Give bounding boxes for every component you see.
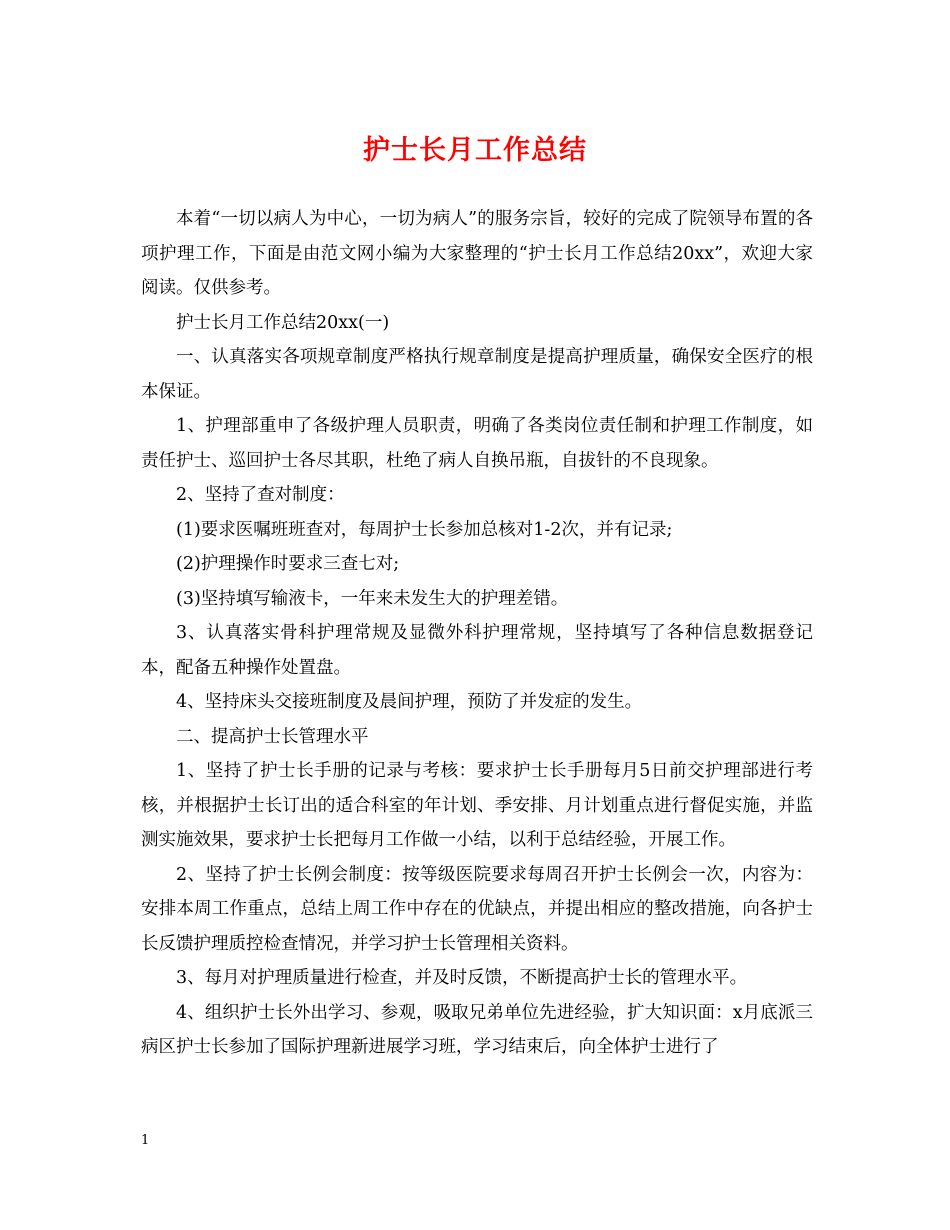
paragraph-heading-two: 二、提高护士长管理水平 (176, 726, 369, 747)
paragraph-item: 4、坚持床头交接班制度及晨间护理，预防了并发症的发生。 (176, 692, 643, 712)
paragraph-item: 1、坚持了护士长手册的记录与考核：要求护士长手册每月5日前交护理部进行考核，并根据护士长订出的适合科室的年计划、季安排、月计划重点进行督促实施，并监测实施效果，要求护士长把每月工作做一小结，以利于总结经验，开展工作。 (141, 761, 813, 850)
paragraph-item: 3、认真落实骨科护理常规及显微外科护理常规，坚持填写了各种信息数据登记本，配备五种操作处置盘。 (141, 623, 813, 678)
document-body (141, 202, 813, 1065)
paragraph-intro: 本着“一切以病人为中心，一切为病人”的服务宗旨，较好的完成了院领导布置的各项护理工作，下面是由范文网小编为大家整理的“护士长月工作总结20xx”，欢迎大家阅读。仅供参考。 (141, 209, 813, 298)
paragraph-item: 1、护理部重申了各级护理人员职责，明确了各类岗位责任制和护理工作制度，如责任护士、巡回护士各尽其职，杜绝了病人自换吊瓶，自拔针的不良现象。 (141, 416, 813, 471)
paragraph-heading-one: 一、认真落实各项规章制度严格执行规章制度是提高护理质量，确保安全医疗的根本保证。 (141, 347, 813, 402)
paragraph-section-heading: 护士长月工作总结20xx(一) (176, 312, 390, 333)
paragraph-item: 2、坚持了护士长例会制度：按等级医院要求每周召开护士长例会一次，内容为：安排本周工作重点，总结上周工作中存在的优缺点，并提出相应的整改措施，向各护士长反馈护理质控检查情况，并学习护士长管理相关资料。 (141, 864, 813, 954)
paragraph-item: 2、坚持了查对制度： (176, 485, 345, 505)
paragraph-subitem: (3)坚持填写输液卡，一年来未发生大的护理差错。 (176, 588, 569, 609)
paragraph-subitem: (2)护理操作时要求三查七对; (176, 554, 400, 574)
paragraph-subitem: (1)要求医嘱班班查对，每周护士长参加总核对1-2次，并有记录; (176, 519, 673, 540)
paragraph-item: 4、组织护士长外出学习、参观，吸取兄弟单位先进经验，扩大知识面：x月底派三病区护士长参加了国际护理新进展学习班，学习结束后，向全体护士进行了 (141, 1002, 813, 1057)
paragraph-item: 3、每月对护理质量进行检查，并及时反馈，不断提高护士长的管理水平。 (176, 968, 748, 988)
document-title: 护士长月工作总结 (363, 135, 587, 166)
page-number: 1 (141, 1133, 150, 1148)
